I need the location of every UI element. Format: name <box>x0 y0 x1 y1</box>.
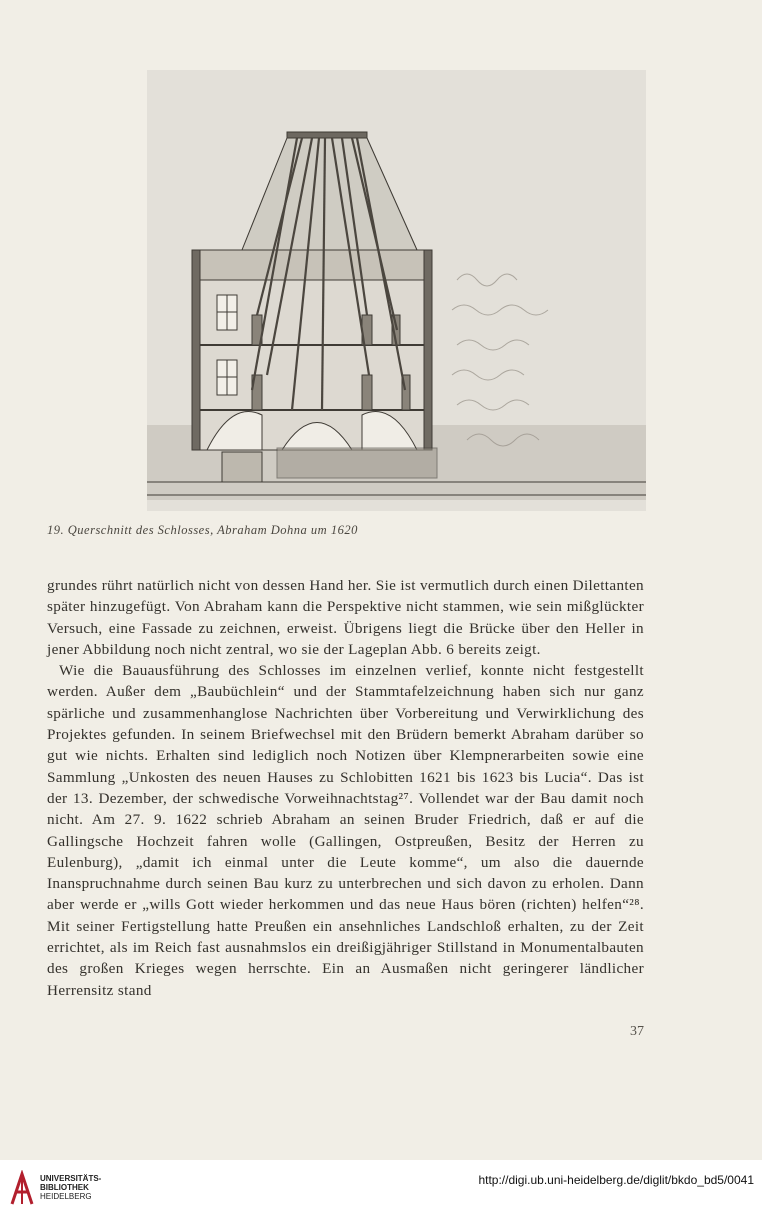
figure-caption: 19. Querschnitt des Schlosses, Abraham Dohna um 1620 <box>47 523 358 537</box>
main-text <box>47 575 644 1001</box>
library-name-line: HEIDELBERG <box>40 1192 92 1201</box>
paragraph: Wie die Bauausführung des Schlosses im einzelnen verlief, konnte nicht festgestellt werden. Außer dem „Baubüchlein“ und der Stammtafelzeichnung haben sich nur ganz spärliche und zusammenhanglose Nachrichten über Vorbereitung und Verwirklichung des Projektes gefunden. In seinem Briefwechsel mit den Brüdern bemerkt Abraham darüber so gut wie nichts. Erhalten sind lediglich noch Notizen über Klempnerarbeiten sowie eine Sammlung „Unkosten des neuen Hauses zu Schlobitten 1621 bis 1623 bis Lucia“. Das ist der 13. Dezember, der schwedische Vorweihnachtstag²⁷. Vollendet war der Bau damit noch nicht. Am 27. 9. 1622 schrieb Abraham an seinen Bruder Friedrich, daß er auf die Gallingsche Hochzeit fahren wolle (Gallingen, Ostpreußen, Besitz der Herren zu Eulenburg), „damit ich einmal unter die Leute komme“, um also die dauernde Inanspruchnahme durch seinen Bau kurz zu unterbrechen und sich davon zu erholen. Dann aber werde er „wills Gott wieder herkommen und das neue Haus bören (richten) helfen“²⁸. Mit seiner Fertigstellung hatte Preußen ein ansehnliches Landschloß erhalten, zu der Zeit errichtet, als im Reich fast ausnahmslos ein dreißigjähriger Stillstand in Monumentalbauten des großen Krieges wegen herrschte. Ein an Ausmaßen nicht geringerer ländlicher Herrensitz stand <box>47 662 644 999</box>
library-name <box>40 1174 101 1201</box>
castle-cross-section-illustration <box>147 70 646 511</box>
source-url-link[interactable]: http://digi.ub.uni-heidelberg.de/diglit/bkdo_bd5/0041 <box>478 1173 754 1187</box>
footer-bar <box>0 1160 762 1219</box>
library-name-line: UNIVERSITÄTS- <box>40 1174 102 1183</box>
page-number: 37 <box>630 1024 644 1039</box>
paragraph: grundes rührt natürlich nicht von dessen Hand her. Sie ist vermutlich durch einen Dilettanten später hinzugefügt. Von Abraham kann die Perspektive nicht stammen, wie sein mißglückter Versuch, eine Fassade zu zeichnen, erweist. Übrigens liegt die Brücke über den Heller in jener Abbildung noch nicht zentral, wo sie der Lageplan Abb. 6 bereits zeigt. <box>47 577 644 658</box>
figure-cross-section-drawing <box>147 70 646 511</box>
library-name-line: BIBLIOTHEK <box>40 1183 89 1192</box>
library-logo-icon <box>8 1170 36 1208</box>
